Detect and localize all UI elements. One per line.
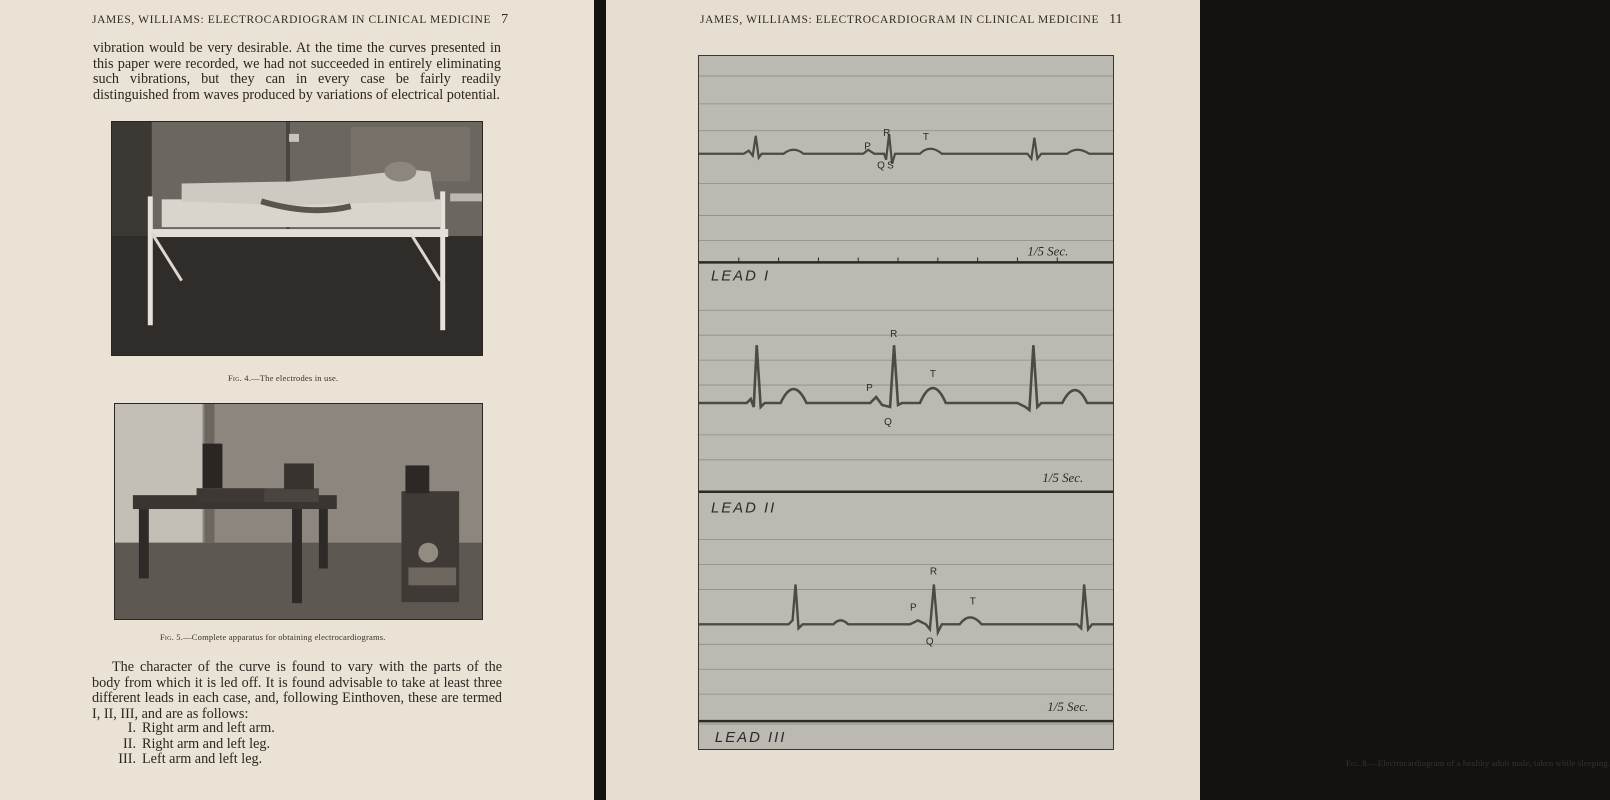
- ecg-trace-lead-2: [699, 345, 1113, 410]
- page-number-right: 11: [1109, 12, 1123, 27]
- ecg-trace-lead-3: [699, 584, 1113, 632]
- lead-description: Right arm and left leg.: [142, 735, 271, 752]
- lead-numeral: II.: [123, 735, 136, 752]
- lead-numeral: III.: [118, 751, 136, 768]
- running-head-title: JAMES, WILLIAMS: ELECTROCARDIOGRAM IN CLINICAL MEDICINE: [700, 14, 1100, 26]
- figure-4-photo-electrodes-in-use: [111, 121, 483, 356]
- wave-label-p: P: [866, 383, 873, 395]
- wave-label-r: R: [883, 127, 891, 139]
- figure-5-photo-apparatus: [114, 403, 483, 620]
- lead-list-item: [100, 721, 275, 737]
- figure-5-text: —Complete apparatus for obtaining electrocardiograms.: [183, 632, 386, 642]
- ecg-trace-lead-1: [699, 131, 1113, 164]
- running-head-title: JAMES, WILLIAMS: ELECTROCARDIOGRAM IN CLINICAL MEDICINE: [92, 14, 492, 26]
- figure-4-label: Fig. 4.: [228, 373, 252, 383]
- lead-list: [100, 721, 275, 768]
- figure-4-caption: [228, 373, 338, 383]
- wave-label-q: Q: [925, 636, 934, 648]
- lead-1-label: LEAD I: [710, 267, 771, 285]
- wave-label-t: T: [922, 131, 930, 143]
- lead-list-item: [100, 752, 275, 768]
- paragraph-top: vibration would be very desirable. At the time the curves presented in this paper were recorded, we had not succeeded in entirely eliminating such vibrations, but they can in every case be fairly readily distinguished from waves produced by variations of electrical potential.: [93, 40, 501, 103]
- left-page: [0, 0, 594, 800]
- wave-label-q: Q: [884, 416, 892, 428]
- figure-5-caption: [160, 632, 386, 642]
- figure-8-caption: [1346, 758, 1610, 768]
- figure-8-label: Fig. 8.: [1346, 758, 1370, 768]
- running-head-left: [92, 12, 508, 28]
- figure-4-text: —The electrodes in use.: [251, 373, 339, 383]
- lead-list-item: [100, 737, 275, 753]
- figure-8-text: —Electrocardiogram of a healthy adult male, taken while sleeping.: [1369, 758, 1610, 768]
- lead-3-label: LEAD III: [714, 729, 787, 747]
- wave-label-p: P: [909, 602, 917, 614]
- lead-numeral: I.: [127, 720, 136, 736]
- figure-5-label: Fig. 5.: [160, 632, 184, 642]
- running-head-right: [700, 12, 1123, 28]
- page-number-left: 7: [501, 12, 509, 27]
- wave-label-t: T: [969, 596, 976, 608]
- lead-description: Right arm and left arm.: [142, 720, 275, 736]
- time-mark-label: 1/5 Sec.: [1047, 699, 1089, 715]
- wave-label-r: R: [929, 566, 938, 578]
- wave-label-r: R: [890, 329, 898, 341]
- wave-label-s: S: [887, 160, 894, 172]
- time-mark-label: 1/5 Sec.: [1027, 243, 1069, 259]
- wave-label-p: P: [864, 141, 871, 153]
- figure-8-ecg-plate: [698, 55, 1114, 750]
- time-mark-label: 1/5 Sec.: [1042, 469, 1084, 485]
- wave-label-q: Q: [877, 160, 885, 172]
- paragraph-bottom: The character of the curve is found to vary with the parts of the body from which it is led off. It is found advisable to take at least three different leads in each case, and, following Einthoven, these are termed I, II, III, and are as follows:: [92, 659, 502, 722]
- wave-label-t: T: [929, 369, 936, 381]
- lead-2-label: LEAD II: [710, 499, 777, 517]
- lead-description: Left arm and left leg.: [142, 751, 263, 768]
